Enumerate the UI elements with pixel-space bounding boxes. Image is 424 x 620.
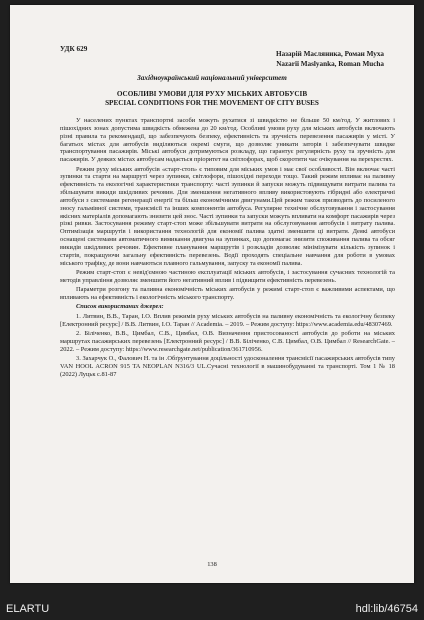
paragraph: Режим руху міських автобусів «старт-стоп» є типовим для міських умов і має свої особливості. Він включає часті зупинки та старти на маршруті через зупинки, світлофори, пішохідні переходи тощо. Такий режим впливає на паливну ефективність та екологічні характеристики транспорту: часті зупинки й запуски можуть підвищувати витрати палива та збільшувати викиди шкідливих речовин. Для зменшення негативного впливу використовують гібридні або електричні автобуси з системами регенерації енергії та більш економічними двигунами.Цей режим також призводить до посиленого зносу гальмівної системи, трансмісії та інших компонентів автобуса. Регулярне технічне обслуговування і застосування якісних матеріалів допомагають знизити цей знос. Часті зупинки та запуски можуть впливати на комфорт пасажирів через різкі ривки. Застосування режиму старт-стоп може збільшувати витрати на обслуговування автобусів і витрату палива. Оптимізація маршрутів і використання технологій для економії палива здатні зменшити ці витрати. Деякі автобуси оснащені системами автоматичного вимикання двигуна на зупинках, що допомагає знизити споживання палива та обсяг викидів шкідливих речовин. Ефективне планування маршрутів і розкладів дозволяє мінімізувати кількість зупинок і стартів, покращуючи загальну ефективність перевезень. Водії проходять спеціальне навчання для роботи в умовах міського трафіку, де вони навчаються плавного гальмування, запуску та економії палива.	[60, 165, 395, 267]
udk-code: УДК 629	[60, 45, 88, 53]
paragraph: Параметри розгону та паливна економічність міських автобусів у режимі старт-стоп є важливими аспектами, що впливають на ефективність і екологічність міського транспорту.	[60, 286, 395, 302]
references-heading: Список використаних джерел:	[76, 303, 164, 311]
handle-id: hdl:lib/46754	[355, 603, 418, 615]
authors-en: Nazarii Maslyanka, Roman Mucha	[276, 59, 384, 68]
page-number: 138	[207, 561, 217, 568]
article-body	[60, 117, 395, 380]
reference-item: 3. Захарчук О., Фалович Н. та ін .Обґрунтування доцільності удосконалення трансмісії пасажирських автобусів типу VAN HOOL ACRON 915 TA NEOPLAN N316/3 UL.Сучасні технології в машинобудуванні та транспорті. Том 1 № 18 (2022) Луцьк с.81-87	[60, 354, 395, 378]
paragraph: У населених пунктах транспортні засоби можуть рухатися зі швидкістю не більше 50 км/год. У житлових і пішохідних зонах допустима швидкість обмежена до 20 км/год. Особливі умови руху для міських автобусів включають різні правила та рекомендації, що забезпечують безпеку, ефективність та зручність перевезення пасажирів у місті. У багатьох містах для автобусів виділяються окремі смуги, що дозволяє уникати заторів і забезпечувати швидке транспортування пасажирів. Міські автобуси дотримуються розкладу, що гарантує регулярність руху та зручність для пасажирів. У деяких містах автобусам надається пріоритет на світлофорах, щоб скоротити час очікування на перехрестях.	[60, 117, 395, 164]
article-title	[10, 90, 414, 108]
authors-ua: Назарій Масляника, Роман Муха	[275, 50, 384, 58]
title-ua: ОСОБЛИВІ УМОВИ ДЛЯ РУХУ МІСЬКИХ АВТОБУСІВ	[116, 90, 308, 98]
paragraph: Режим старт-стоп є невід'ємною частиною експлуатації міських автобусів, і застосування сучасних технологій та методів управління дозволяє зменшити його негативний вплив і підвищити ефективність перевезень.	[60, 269, 395, 284]
repository-name: ELARTU	[6, 603, 50, 615]
reference-item: 1. Литвин, В.В., Таран, І.О. Вплив режимів руху міських автобусів на паливну економічність та екологічну безпеку [Електронний ресурс] / В.В. Литвин, І.О. Таран // Academia. – 2019. – Режим доступу: https://www.academia.edu/48307469.	[60, 312, 395, 328]
university-affiliation: Західноукраїнський національний університет	[137, 74, 287, 82]
title-en: SPECIAL CONDITIONS FOR THE MOVEMENT OF CITY BUSES	[105, 99, 319, 107]
document-page	[10, 5, 414, 583]
repository-footer	[0, 597, 424, 620]
reference-item: 2. Біліченко, В.В., Цимбал, С.В., Цимбал, О.В. Визначення пристосованості автобусів до роботи на міських маршрутах пасажирських перевезень [Електронний ресурс] / В.В. Біліченко, С.В. Цимбал, О.В. Цимбал // ResearchGate. – 2022. – Режим доступу: https://www.researchgate.net/publication/361710956.	[60, 329, 395, 353]
authors-block	[276, 50, 384, 69]
